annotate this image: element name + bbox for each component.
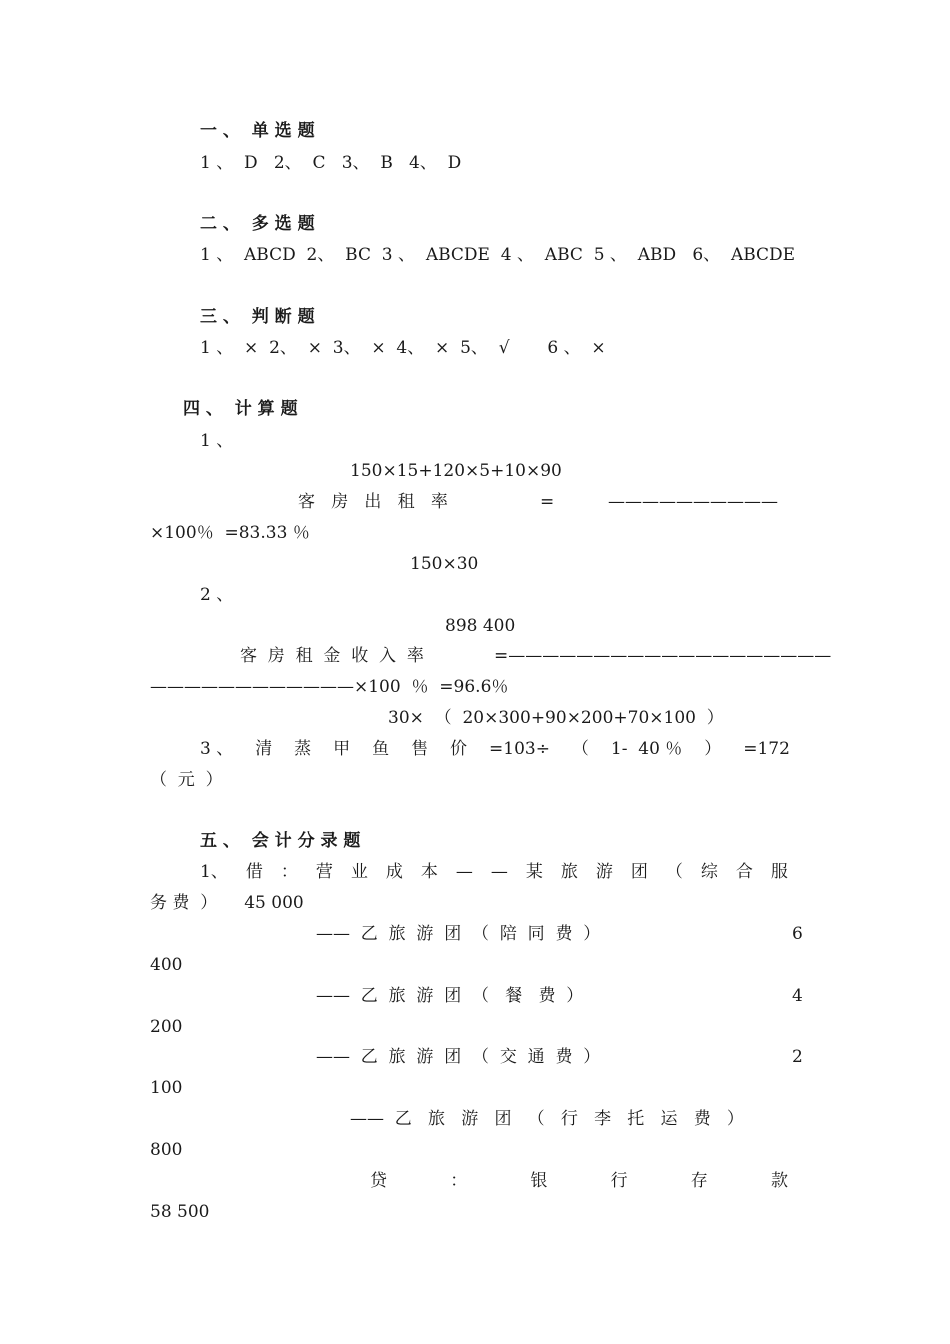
section-3-answers: 1 、 × 2、 × 3、 × 4、 × 5、 √ 6 、 × (200, 338, 606, 358)
q3-part: 鱼 (372, 739, 390, 759)
section-5-heading: 五 、 会 计 分 录 题 (200, 831, 361, 851)
entry-part: 1、 (200, 862, 228, 882)
entry-part: — (455, 862, 473, 882)
entry-part: 服 (770, 862, 788, 882)
entry-part: （ (665, 862, 683, 882)
credit-part: ： (450, 1171, 468, 1191)
entry-part: 借 (245, 862, 263, 882)
entry-sub3-label: —— 乙 旅 游 团 （ 交 通 费 ） (316, 1047, 601, 1067)
entry-part: 旅 (560, 862, 578, 882)
calc-q2-denominator: 30× （ 20×300+90×200+70×100 ） (388, 708, 724, 728)
entry-sub3-amount-b: 100 (150, 1078, 183, 1098)
entry-credit-line (370, 1169, 788, 1193)
entry-sub4-amount: 800 (150, 1140, 183, 1160)
calc-q1-label: 1 、 (200, 431, 234, 451)
calc-q2-label: 2 、 (200, 585, 234, 605)
q3-part: 售 (411, 739, 429, 759)
calc-q1-fraction-bar: —————————— (608, 492, 778, 512)
q3-part: =172 (743, 739, 790, 759)
q3-part: 价 (450, 739, 468, 759)
section-2-answers: 1 、 ABCD 2、 BC 3 、 ABCDE 4 、 ABC 5 、 ABD 6、 ABCDE (200, 245, 796, 265)
credit-part: 存 (690, 1171, 708, 1191)
entry-debit-line (200, 860, 788, 884)
entry-part: 游 (595, 862, 613, 882)
entry-sub1-amount-a: 6 (792, 924, 803, 944)
entry-sub1-amount-b: 400 (150, 955, 183, 975)
entry-credit-amount: 58 500 (150, 1202, 210, 1222)
section-1-heading: 一 、 单 选 题 (200, 121, 315, 141)
q3-part: =103÷ (489, 739, 550, 759)
entry-part: 业 (350, 862, 368, 882)
credit-part: 款 (770, 1171, 788, 1191)
entry-debit-continuation: 务 费 ） 45 000 (150, 893, 304, 913)
entry-sub3-amount-a: 2 (792, 1047, 803, 1067)
credit-part: 行 (610, 1171, 628, 1191)
calc-q2-fraction-bar: =——————————————————— (494, 646, 832, 666)
entry-sub2-amount-b: 200 (150, 1017, 183, 1037)
section-2-heading: 二 、 多 选 题 (200, 214, 315, 234)
calc-q1-numerator: 150×15+120×5+10×90 (350, 461, 562, 481)
section-1-answers: 1 、 D 2、 C 3、 B 4、 D (200, 153, 462, 173)
calc-q2-result: ————————————×100 ％ =96.6％ (150, 677, 509, 697)
q3-part: 1- 40 ％ (610, 739, 683, 759)
entry-sub4-label: —— 乙 旅 游 团 （ 行 李 托 运 费 ） (350, 1109, 744, 1129)
calc-q2-numerator: 898 400 (445, 616, 516, 636)
q3-part: 3 、 (200, 739, 234, 759)
credit-part: 贷 (370, 1171, 387, 1191)
entry-sub2-amount-a: 4 (792, 986, 803, 1006)
credit-part: 银 (530, 1171, 548, 1191)
section-4-heading: 四 、 计 算 题 (183, 399, 298, 419)
q3-part: 蒸 (294, 739, 312, 759)
entry-part: 营 (315, 862, 333, 882)
entry-part: 合 (735, 862, 753, 882)
entry-part: 本 (420, 862, 438, 882)
q3-part: 清 (255, 739, 273, 759)
entry-part: 某 (525, 862, 543, 882)
calc-q2-formula-label: 客 房 租 金 收 入 率 (240, 646, 424, 666)
entry-part: 综 (700, 862, 718, 882)
entry-part: 团 (630, 862, 648, 882)
section-3-heading: 三 、 判 断 题 (200, 307, 315, 327)
calc-q1-formula-label: 客 房 出 租 率 (298, 492, 448, 512)
q3-part: ） (704, 739, 722, 759)
entry-part: 成 (385, 862, 403, 882)
entry-part: ： (280, 862, 298, 882)
calc-q1-result: ×100％ =83.33 ％ (150, 523, 310, 543)
q3-part: （ (571, 739, 589, 759)
calc-q1-denominator: 150×30 (410, 554, 479, 574)
entry-sub1-label: —— 乙 旅 游 团 （ 陪 同 费 ） (316, 924, 601, 944)
entry-sub2-label: —— 乙 旅 游 团 （ 餐 费 ） (316, 986, 584, 1006)
calc-q3-unit: （ 元 ） (150, 770, 223, 790)
calc-q1-equals: = (540, 492, 555, 512)
entry-part: — (490, 862, 508, 882)
calc-q3-line (200, 737, 790, 761)
q3-part: 甲 (333, 739, 351, 759)
